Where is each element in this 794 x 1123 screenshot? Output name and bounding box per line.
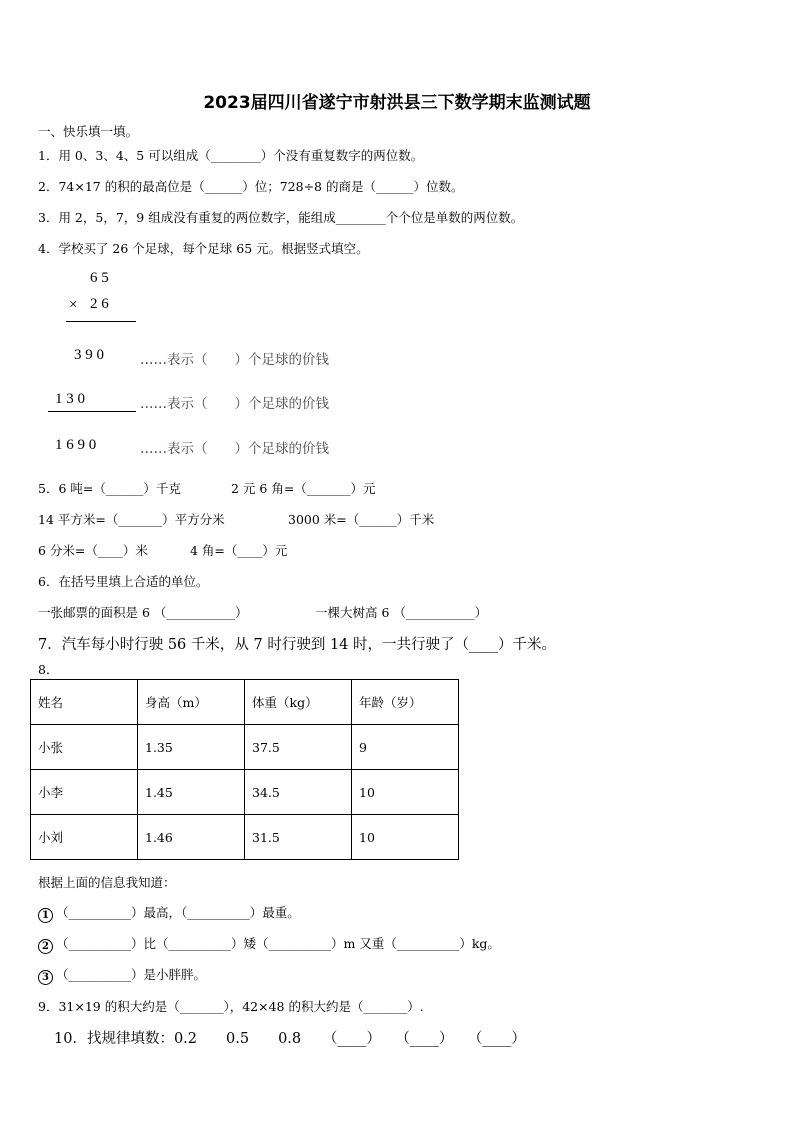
table-cell: 1.35 xyxy=(138,725,245,770)
question-2: 2．74×17 的积的最高位是（______）位；728÷8 的商是（______）位数。 xyxy=(38,179,464,194)
table-cell: 小刘 xyxy=(31,815,138,860)
question-7: 7．汽车每小时行驶 56 千米，从 7 时行驶到 14 时，一共行驶了（____）千米。 xyxy=(38,637,557,653)
table-row xyxy=(31,725,459,770)
table-header: 年龄（岁） xyxy=(352,680,459,725)
info-table xyxy=(30,679,459,860)
page-title: 2023届四川省遂宁市射洪县三下数学期末监测试题 xyxy=(203,93,591,113)
question-8-intro: 根据上面的信息我知道： xyxy=(38,875,176,890)
question-9: 9．31×19 的积大约是（_______），42×48 的积大约是（_______）. xyxy=(38,999,424,1014)
calc-note-2: ……表示（ ）个足球的价钱 xyxy=(140,396,329,412)
calc-note-3: ……表示（ ）个足球的价钱 xyxy=(140,441,329,457)
table-header: 身高（m） xyxy=(138,680,245,725)
table-cell: 34.5 xyxy=(245,770,352,815)
question-6a: 一张邮票的面积是 6 （___________） xyxy=(38,605,248,620)
table-cell: 1.46 xyxy=(138,815,245,860)
circled-number: 1 xyxy=(38,908,53,923)
question-6: 6．在括号里填上合适的单位。 xyxy=(38,574,209,589)
table-cell: 1.45 xyxy=(138,770,245,815)
question-8-3-text: （__________）是小胖胖。 xyxy=(56,967,207,982)
question-8-1 xyxy=(38,903,300,923)
table-cell: 37.5 xyxy=(245,725,352,770)
table-header-row xyxy=(31,680,459,725)
table-header: 体重（kg） xyxy=(245,680,352,725)
calc-operator: × xyxy=(69,297,78,313)
question-5a: 5．6 吨=（______）千克 xyxy=(38,481,181,496)
question-8: 8． xyxy=(38,662,59,677)
question-5f: 4 角=（____）元 xyxy=(190,543,288,558)
calc-multiplier: 2 6 xyxy=(90,296,109,312)
calc-partial-1: 3 9 0 xyxy=(74,347,104,363)
circled-number: 2 xyxy=(38,939,53,954)
table-cell: 31.5 xyxy=(245,815,352,860)
question-1: 1．用 0、3、4、5 可以组成（________）个没有重复数字的两位数。 xyxy=(38,148,424,163)
question-8-2-text: （__________）比（__________）矮（__________）m 又重（__________）kg。 xyxy=(56,936,500,951)
question-5e: 6 分米=（____）米 xyxy=(38,543,148,558)
question-3: 3．用 2，5，7，9 组成没有重复的两位数字，能组成________个个位是单数的两位数。 xyxy=(38,210,524,225)
table-row xyxy=(31,815,459,860)
question-5c: 14 平方米=（_______）平方分米 xyxy=(38,512,225,527)
table-header: 姓名 xyxy=(31,680,138,725)
question-10: 10．找规律填数：0.2 0.5 0.8 （____） （____） （____） xyxy=(54,1031,526,1047)
calc-line xyxy=(66,321,136,322)
question-6b: 一棵大树高 6 （___________） xyxy=(315,605,488,620)
question-5b: 2 元 6 角=（_______）元 xyxy=(231,481,376,496)
question-8-3 xyxy=(38,965,206,985)
question-8-2 xyxy=(38,934,500,954)
calc-note-1: ……表示（ ）个足球的价钱 xyxy=(140,352,329,368)
calc-product: 1 6 9 0 xyxy=(55,437,97,453)
table-cell: 9 xyxy=(352,725,459,770)
question-5d: 3000 米=（______）千米 xyxy=(288,512,435,527)
table-row xyxy=(31,770,459,815)
question-8-1-text: （__________）最高，（__________）最重。 xyxy=(56,905,300,920)
calc-multiplicand: 6 5 xyxy=(90,270,109,286)
section-heading: 一、快乐填一填。 xyxy=(38,124,139,139)
table-cell: 10 xyxy=(352,770,459,815)
table-cell: 小李 xyxy=(31,770,138,815)
calc-partial-2: 1 3 0 xyxy=(55,391,85,407)
table-cell: 小张 xyxy=(31,725,138,770)
table-cell: 10 xyxy=(352,815,459,860)
circled-number: 3 xyxy=(38,970,53,985)
calc-line xyxy=(48,411,136,412)
question-4: 4．学校买了 26 个足球，每个足球 65 元。根据竖式填空。 xyxy=(38,241,369,256)
